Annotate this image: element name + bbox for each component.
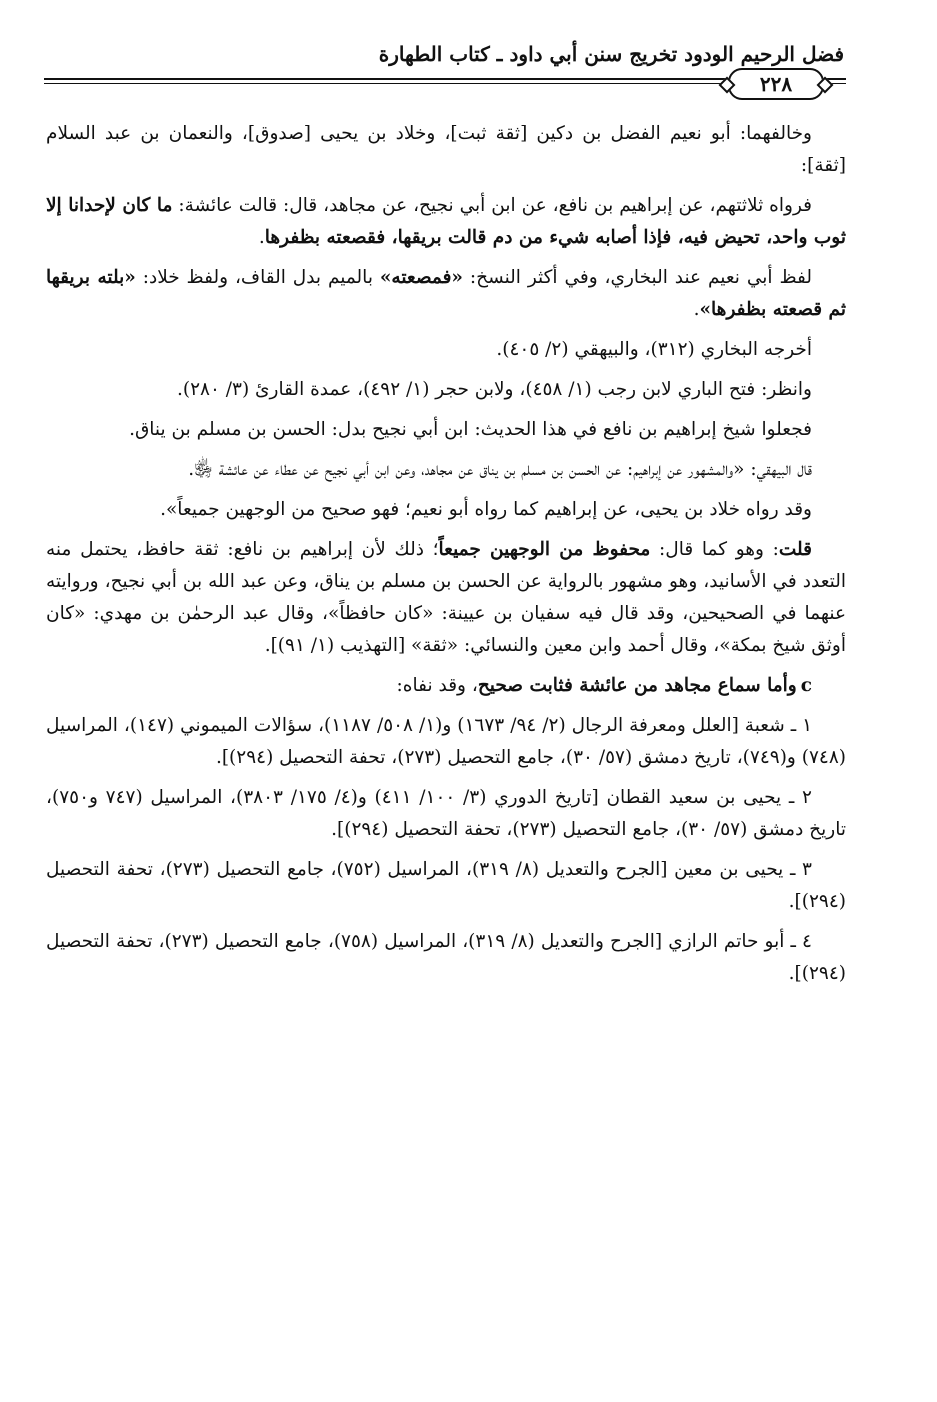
- running-title: فضل الرحيم الودود تخريج سنن أبي داود ـ كتاب الطهارة: [378, 42, 844, 66]
- text-run: وخالفهما: أبو نعيم الفضل بن دكين [ثقة ثبت]، وخلاد بن يحيى [صدوق]، والنعمان بن عبد السلام [ثقة]:: [46, 123, 846, 176]
- paragraph: [46, 670, 846, 702]
- paragraph: [46, 854, 846, 918]
- paragraph: [46, 710, 846, 774]
- text-run: ٤ ـ أبو حاتم الرازي [الجرح والتعديل (٨/ ٣١٩)، المراسيل (٧٥٨)، جامع التحصيل (٢٧٣)، تحفة التحصيل (٢٩٤)].: [46, 931, 846, 984]
- text-run: ١ ـ شعبة [العلل ومعرفة الرجال (٢/ ٩٤/ ١٦٧٣) و(١/ ٥٠٨/ ١١٨٧)، سؤالات الميموني (١٤٧)، المراسيل (٧٤٨) و(٧٤٩)، تاريخ دمشق (٥٧/ ٣٠)، جامع التحصيل (٢٧٣)، تحفة التحصيل (٢٩٤)].: [46, 715, 846, 768]
- paragraph: [46, 374, 846, 406]
- page-header: [44, 36, 846, 106]
- paragraph: [46, 926, 846, 990]
- paragraph: [46, 782, 846, 846]
- paragraph: [46, 494, 846, 526]
- text-run: : وهو كما قال:: [650, 539, 779, 560]
- bold-text: وأما سماع مجاهد من عائشة فثابت صحيح: [477, 675, 797, 696]
- text-run: .: [258, 227, 265, 248]
- bullet-icon: c: [800, 675, 812, 696]
- paragraph: [46, 534, 846, 662]
- bold-text: ما كان لإحدانا إلا ثوب واحد، تحيض فيه، فإذا أصابه شيء من دم قالت بريقها، فقصعته بظفرها: [46, 195, 846, 248]
- paragraph: [46, 414, 846, 446]
- text-run: لفظ أبي نعيم عند البخاري، وفي أكثر النسخ:: [463, 267, 813, 288]
- text-run: وانظر: فتح الباري لابن رجب (١/ ٤٥٨)، ولابن حجر (١/ ٤٩٢)، عمدة القارئ (٣/ ٢٨٠).: [176, 379, 812, 400]
- text-run: ، وقد نفاه:: [396, 675, 478, 696]
- text-run: فجعلوا شيخ إبراهيم بن نافع في هذا الحديث: ابن أبي نجيح بدل: الحسن بن مسلم بن يناق.: [129, 419, 812, 440]
- bold-text: محفوظ من الوجهين جميعاً: [438, 539, 651, 560]
- text-run: ٣ ـ يحيى بن معين [الجرح والتعديل (٨/ ٣١٩)، المراسيل (٧٥٢)، جامع التحصيل (٢٧٣)، تحفة التحصيل (٢٩٤)].: [46, 859, 846, 912]
- text-run: وقد رواه خلاد بن يحيى، عن إبراهيم كما رواه أبو نعيم؛ فهو صحيح من الوجهين جميعاً».: [160, 499, 812, 520]
- text-run: قال البيهقي: «والمشهور عن إبراهيم: عن الحسن بن مسلم بن يناق عن مجاهد، وعن ابن أبي نجيح عن عطاء عن عائشة ﵂.: [188, 459, 812, 480]
- text-run: ٢ ـ يحيى بن سعيد القطان [تاريخ الدوري (٣/ ١٠٠/ ٤١١) و(٤/ ١٧٥/ ٣٨٠٣)، المراسيل (٧٤٧ و٧٥٠)، تاريخ دمشق (٥٧/ ٣٠)، جامع التحصيل (٢٧٣)، تحفة التحصيل (٢٩٤)].: [46, 787, 846, 840]
- text-run: أخرجه البخاري (٣١٢)، والبيهقي (٢/ ٤٠٥).: [496, 339, 812, 360]
- bold-text: «فمصعته»: [379, 267, 463, 288]
- paragraph: [46, 454, 846, 486]
- paragraph: [46, 262, 846, 326]
- paragraph: [46, 190, 846, 254]
- text-run: ؛ ذلك لأن إبراهيم بن نافع: ثقة حافظ، يحتمل منه التعدد في الأسانيد، وهو مشهور بالرواية عن الحسن بن مسلم بن يناق، وعن عبد الله بن أبي نجيح، وروايته عنهما في الصحيحين، وقد قال فيه سفيان بن عيينة: «كان حافظاً»، وقال عبد الرحمٰن بن مهدي: «كان أوثق شيخ بمكة»، وقال أحمد وابن معين والنسائي: «ثقة» [التهذيب (١/ ٩١)].: [46, 539, 846, 656]
- text-run: فرواه ثلاثتهم، عن إبراهيم بن نافع، عن ابن أبي نجيح، عن مجاهد، قال: قالت عائشة:: [172, 195, 813, 216]
- text-run: .: [693, 299, 700, 320]
- page-number-badge: [728, 68, 824, 100]
- page-number: ٢٢٨: [759, 72, 793, 96]
- bold-text: قلت: [778, 539, 812, 560]
- page-body: [46, 118, 846, 998]
- bold-text: «بلته بريقها ثم قصعته بظفرها»: [46, 267, 846, 320]
- paragraph: [46, 334, 846, 366]
- text-run: بالميم بدل القاف، ولفظ خلاد:: [135, 267, 380, 288]
- paragraph: [46, 118, 846, 182]
